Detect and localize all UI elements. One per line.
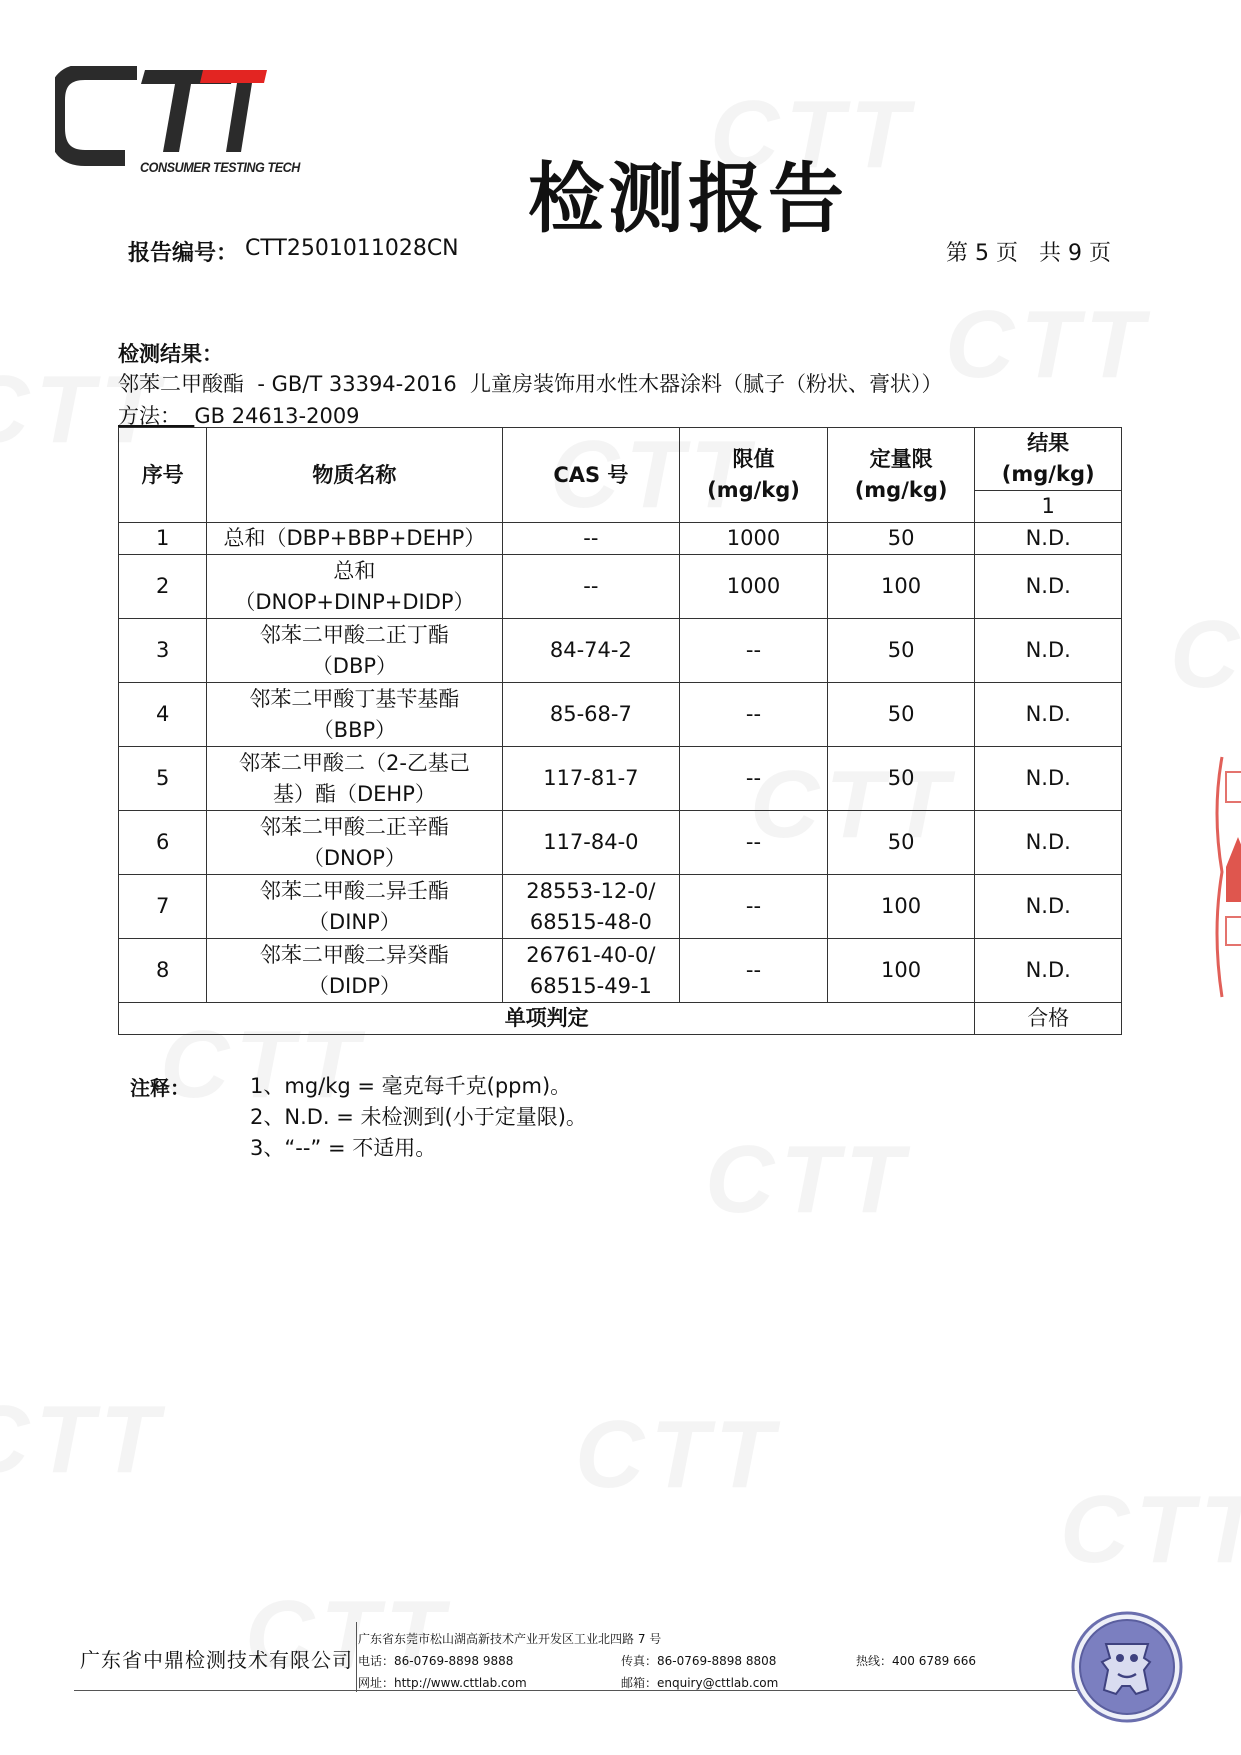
cell-substance: 总和 （DNOP+DINP+DIDP） <box>207 555 502 619</box>
cell-cas: 28553-12-0/ 68515-48-0 <box>502 875 680 939</box>
cell-substance: 邻苯二甲酸二正丁酯 （DBP） <box>207 619 502 683</box>
cell-loq: 100 <box>827 555 975 619</box>
cell-substance: 邻苯二甲酸二异壬酯 （DINP） <box>207 875 502 939</box>
company-website: 网址：http://www.cttlab.com <box>358 1676 527 1690</box>
note-item: 2、N.D. = 未检测到(小于定量限)。 <box>250 1105 587 1129</box>
header-loq: 定量限 (mg/kg) <box>827 428 975 523</box>
cell-loq: 50 <box>827 683 975 747</box>
note-item: 1、mg/kg = 毫克每千克(ppm)。 <box>250 1074 572 1098</box>
company-email: 邮箱：enquiry@cttlab.com <box>621 1676 779 1690</box>
cell-no: 6 <box>119 811 207 875</box>
cell-no: 7 <box>119 875 207 939</box>
cell-cas: -- <box>502 555 680 619</box>
cell-result: N.D. <box>975 747 1122 811</box>
cell-limit: -- <box>680 811 828 875</box>
cell-no: 5 <box>119 747 207 811</box>
method-label: 方法： <box>118 404 181 428</box>
cell-cas: 84-74-2 <box>502 619 680 683</box>
cell-limit: -- <box>680 619 828 683</box>
cell-limit: 1000 <box>680 523 828 555</box>
watermark <box>1170 600 1241 710</box>
verdict-label: 单项判定 <box>119 1003 975 1035</box>
logo-tagline: CONSUMER TESTING TECH <box>140 159 300 175</box>
cell-result: N.D. <box>975 875 1122 939</box>
cell-result: N.D. <box>975 683 1122 747</box>
company-phone: 电话：86-0769-8898 9888 <box>358 1654 514 1668</box>
method-line <box>118 400 360 430</box>
header-sample-no: 1 <box>975 491 1122 523</box>
cell-loq: 100 <box>827 875 975 939</box>
cell-cas: -- <box>502 523 680 555</box>
watermark <box>705 1125 910 1235</box>
table-row <box>119 875 1122 939</box>
cell-substance: 邻苯二甲酸丁基苄基酯 （BBP） <box>207 683 502 747</box>
note-item: 3、“--” = 不适用。 <box>250 1136 437 1160</box>
table-row <box>119 523 1122 555</box>
results-label: 检测结果： <box>118 342 223 366</box>
header-result: 结果 (mg/kg) <box>975 428 1122 491</box>
cell-cas: 117-84-0 <box>502 811 680 875</box>
cell-loq: 50 <box>827 523 975 555</box>
cell-no: 3 <box>119 619 207 683</box>
table-row <box>119 683 1122 747</box>
footer-divider <box>356 1622 357 1692</box>
cell-cas: 85-68-7 <box>502 683 680 747</box>
cell-result: N.D. <box>975 523 1122 555</box>
verdict-value: 合格 <box>975 1003 1122 1035</box>
cell-no: 8 <box>119 939 207 1003</box>
table-row <box>119 555 1122 619</box>
report-title: 检测报告 <box>528 154 848 243</box>
watermark <box>1060 1475 1241 1585</box>
cell-result: N.D. <box>975 555 1122 619</box>
watermark <box>945 290 1150 400</box>
watermark <box>0 1385 165 1495</box>
page-indicator: 第 5 页 共 9 页 <box>946 241 1111 266</box>
cell-limit: -- <box>680 747 828 811</box>
cell-substance: 邻苯二甲酸二正辛酯 （DNOP） <box>207 811 502 875</box>
cell-no: 4 <box>119 683 207 747</box>
cell-loq: 50 <box>827 619 975 683</box>
cell-result: N.D. <box>975 811 1122 875</box>
footer-rule <box>74 1690 1164 1691</box>
report-number-label: 报告编号： <box>128 241 239 266</box>
cell-loq: 50 <box>827 747 975 811</box>
method-standard: GB 24613-2009 <box>194 404 360 428</box>
report-number: CTT2501011028CN <box>245 236 459 261</box>
emblem-seal <box>1070 1610 1184 1724</box>
cell-substance: 邻苯二甲酸二异癸酯 （DIDP） <box>207 939 502 1003</box>
cell-loq: 100 <box>827 939 975 1003</box>
company-address: 广东省东莞市松山湖高新技术产业开发区工业北四路 7 号 <box>358 1632 662 1646</box>
table-row <box>119 939 1122 1003</box>
watermark <box>575 1400 780 1510</box>
table-row <box>119 811 1122 875</box>
cell-result: N.D. <box>975 619 1122 683</box>
header-limit: 限值 (mg/kg) <box>680 428 828 523</box>
company-hotline: 热线：400 6789 666 <box>856 1654 976 1668</box>
cell-limit: -- <box>680 939 828 1003</box>
cell-substance: 总和（DBP+BBP+DEHP） <box>207 523 502 555</box>
cell-limit: -- <box>680 683 828 747</box>
cell-limit: 1000 <box>680 555 828 619</box>
cell-cas: 26761-40-0/ 68515-49-1 <box>502 939 680 1003</box>
notes-label: 注释： <box>130 1076 190 1100</box>
header-cas: CAS 号 <box>502 428 680 523</box>
header-no: 序号 <box>119 428 207 523</box>
cell-cas: 117-81-7 <box>502 747 680 811</box>
table-row <box>119 619 1122 683</box>
cell-no: 2 <box>119 555 207 619</box>
company-fax: 传真：86-0769-8898 8808 <box>621 1654 777 1668</box>
results-table <box>118 427 1122 1035</box>
cell-result: N.D. <box>975 939 1122 1003</box>
table-row <box>119 747 1122 811</box>
cell-substance: 邻苯二甲酸二（2-乙基己 基）酯（DEHP） <box>207 747 502 811</box>
cell-no: 1 <box>119 523 207 555</box>
header-substance: 物质名称 <box>207 428 502 523</box>
side-seal-fragment <box>1212 752 1241 1002</box>
cell-loq: 50 <box>827 811 975 875</box>
cell-limit: -- <box>680 875 828 939</box>
test-subject: 邻苯二甲酸酯 - GB/T 33394-2016 儿童房装饰用水性木器涂料（腻子（粉状、膏状）） <box>118 372 943 396</box>
company-name: 广东省中鼎检测技术有限公司 <box>80 1648 353 1672</box>
